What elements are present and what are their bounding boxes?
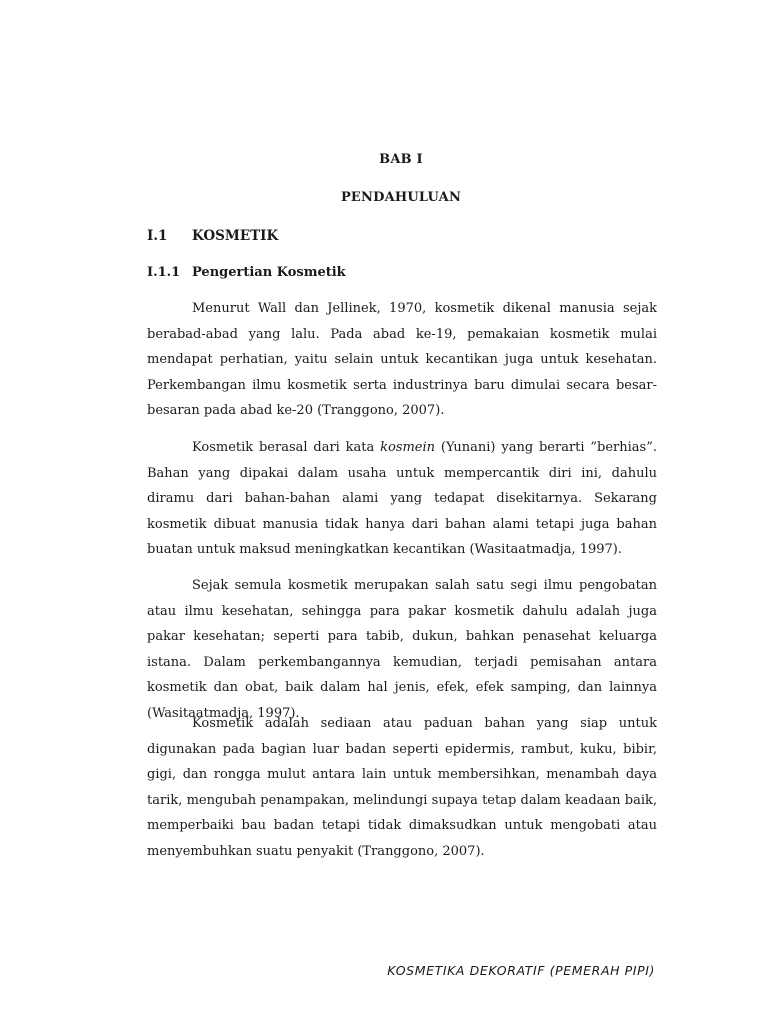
page-footer: KOSMETIKA DEKORATIF (PEMERAH PIPI) [387,963,655,978]
section-title: KOSMETIK [192,228,279,244]
paragraph-2-rest: (Yunani) yang berarti ”berhias”. Bahan yang dipakai dalam usaha untuk mempercantik diri ini, dahulu diramu dari bahan-bahan alami yang tedapat disekitarnya. Sekarang kosmetik dibuat manusia tidak hanya dari bahan alami tetapi juga bahan buatan untuk maksud meningkatkan kecantikan (Wasitaatmadja, 1997). [147,440,657,558]
chapter-label: BAB I [379,152,423,167]
paragraph-3: Sejak semula kosmetik merupakan salah satu segi ilmu pengobatan atau ilmu kesehatan, sehingga para pakar kosmetik dahulu adalah juga pakar kesehatan; seperti para tabib, dukun, bahkan penasehat keluarga istana. Dalam perkembangannya kemudian, terjadi pemisahan antara kosmetik dan obat, baik dalam hal jenis, efek, efek samping, dan lainnya (Wasitaatmadja, 1997). [147,578,657,721]
paragraph-2-italic-term: kosmein [380,440,436,455]
subsection-number: I.1.1 [147,265,181,280]
paragraph-2 [147,435,657,563]
section-number: I.1 [147,228,168,244]
paragraph-1: Menurut Wall dan Jellinek, 1970, kosmetik dikenal manusia sejak berabad-abad yang lalu. Pada abad ke-19, pemakaian kosmetik mulai mendapat perhatian, yaitu selain untuk kecantikan juga untuk kesehatan. Perkembangan ilmu kosmetik serta industrinya baru dimulai secara besar-besaran pada abad ke-20 (Tranggono, 2007). [147,301,657,419]
subsection-title: Pengertian Kosmetik [192,265,346,280]
paragraph-2-start: Kosmetik berasal dari kata [192,440,381,455]
chapter-title: PENDAHULUAN [340,190,462,205]
paragraph-4: Kosmetik adalah sediaan atau paduan bahan yang siap untuk digunakan pada bagian luar badan seperti epidermis, rambut, kuku, bibir, gigi, dan rongga mulut antara lain untuk membersihkan, menambah daya tarik, mengubah penampakan, melindungi supaya tetap dalam keadaan baik, memperbaiki bau badan tetapi tidak dimaksudkan untuk mengobati atau menyembuhkan suatu penyakit (Tranggono, 2007). [147,716,657,859]
subsection-heading [147,265,346,280]
